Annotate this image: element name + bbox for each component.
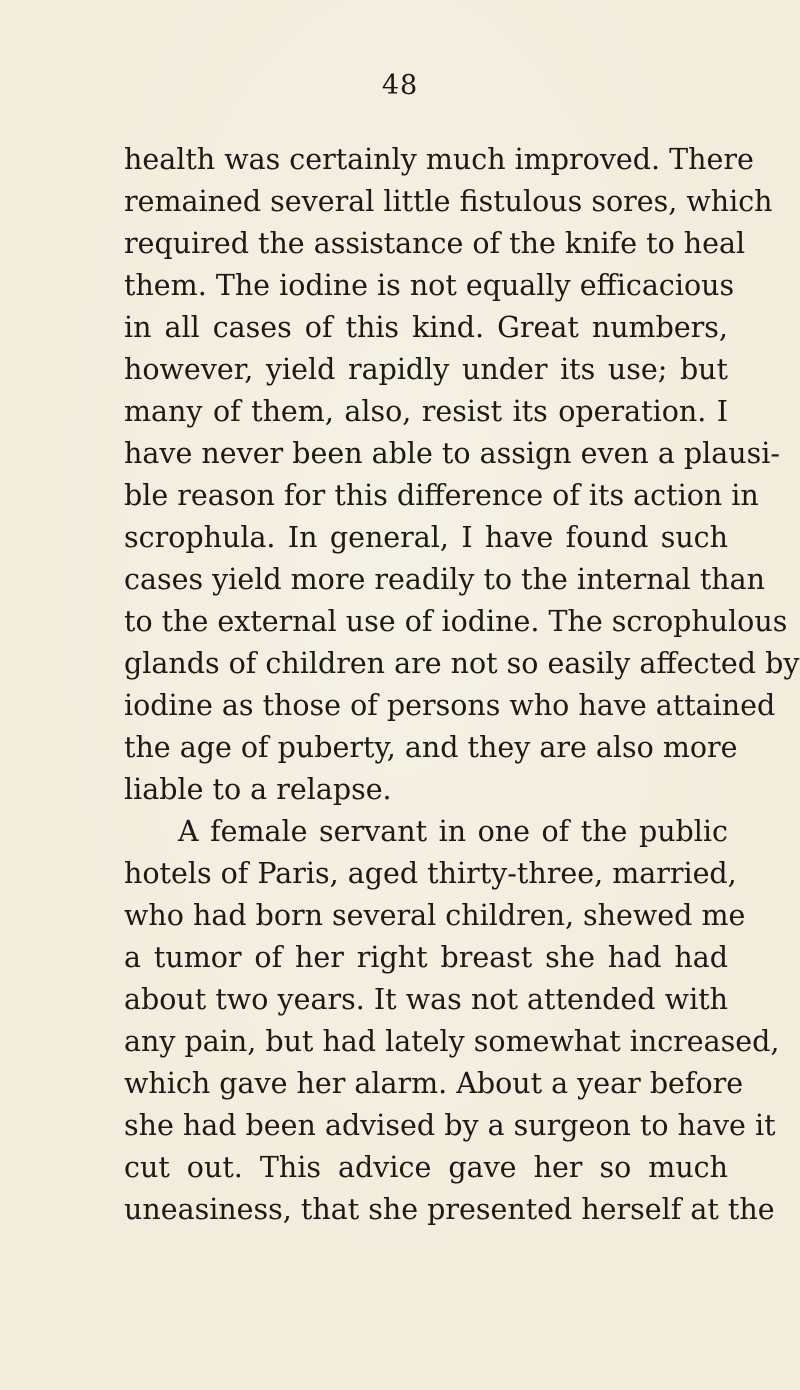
text-line: in all cases of this kind. Great numbers, [124,311,728,344]
text-line: cut out. This advice gave her so much [124,1151,728,1184]
text-line: required the assistance of the knife to heal [124,227,746,260]
text-line: A female servant in one of the public [178,815,728,848]
text-line: a tumor of her right breast she had had [124,941,728,974]
text-line: iodine as those of persons who have attained [124,689,776,722]
text-line: any pain, but had lately somewhat increased, [124,1025,780,1058]
text-line: many of them, also, resist its operation. I [124,395,728,428]
text-line: hotels of Paris, aged thirty-three, married, [124,857,737,890]
text-line: uneasiness, that she presented herself at the [124,1193,775,1226]
text-line: them. The iodine is not equally efficacious [124,269,735,302]
text-line: which gave her alarm. About a year before [124,1067,744,1100]
text-line: however, yield rapidly under its use; but [124,353,728,386]
text-line: scrophula. In general, I have found such [124,521,728,554]
text-line: have never been able to assign even a plausi- [124,437,780,470]
text-line: ble reason for this difference of its action in [124,479,759,512]
page-number: 48 [381,70,419,101]
text-line: remained several little fistulous sores, which [124,185,773,218]
text-line: health was certainly much improved. There [124,143,754,176]
text-line: glands of children are not so easily affected by [124,647,800,680]
text-line: who had born several children, shewed me [124,899,746,932]
text-line: she had been advised by a surgeon to have it [124,1109,776,1142]
text-line: liable to a relapse. [124,773,392,806]
text-line: to the external use of iodine. The scrophulous [124,605,788,638]
text-line: about two years. It was not attended with [124,983,728,1016]
text-line: the age of puberty, and they are also more [124,731,738,764]
text-line: cases yield more readily to the internal than [124,563,765,596]
